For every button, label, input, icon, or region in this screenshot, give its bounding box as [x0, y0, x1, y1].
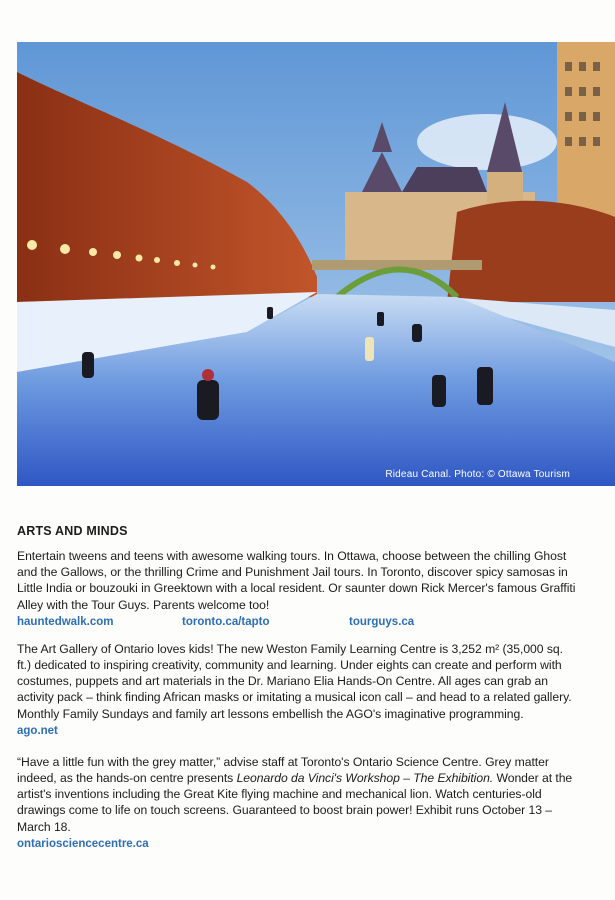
tourguys-link[interactable]: tourguys.ca: [349, 615, 415, 628]
rideau-canal-photo: [17, 42, 615, 486]
toronto-tapto-link[interactable]: toronto.ca/tapto: [182, 615, 270, 628]
science-centre-link[interactable]: ontariosciencecentre.ca: [17, 837, 149, 850]
skating-scene-illustration: [17, 42, 615, 486]
ago-paragraph: The Art Gallery of Ontario loves kids! The new Weston Family Learning Centre is 3,252 m² (35,000 sq. ft.) dedicated to inspiring creativity, community and learning. Under eights can create and perform with costumes, puppets and art materials in the Dr. Mariano Elia Hands-On Centre. All ages can grab an activity pack – think finding African masks or imitating a musical icon call – and head to a related gallery. Monthly Family Sundays and family art lessons embellish the AGO's imaginative programming.: [17, 641, 572, 721]
walking-tours-paragraph: Entertain tweens and teens with awesome walking tours. In Ottawa, choose between the chilling Ghost and the Gallows, or the thrilling Crime and Punishment Jail tours. In Toronto, discover spicy samosas in Little India or bouzouki in Greektown with a local resident. Or saunter down Rick Mercer's famous Graffiti Alley with the Tour Guys. Parents welcome too!: [17, 549, 576, 612]
science-centre-text-start: “Have a little fun with the grey matter,” advise staff at Toronto's Ontario Science Centre. Grey matter indeed, as the hands-on centre presents: [17, 754, 549, 786]
hauntedwalk-link[interactable]: hauntedwalk.com: [17, 615, 114, 628]
science-centre-text-end: Wonder at the artist's inventions including the Great Kite flying machine and mechanical lion. Watch centuries-old drawings come to life on touch screens. Guaranteed to boost brain power! Exhibit runs October 13 – March 18.: [17, 771, 573, 834]
science-centre-paragraph: [17, 754, 577, 835]
photo-caption: Rideau Canal. Photo: © Ottawa Tourism: [385, 469, 570, 480]
article-arts-and-minds: [17, 524, 577, 867]
walking-tours-links: [17, 613, 577, 631]
exhibition-title: Leonardo da Vinci's Workshop – The Exhibition.: [236, 771, 494, 786]
ago-link[interactable]: ago.net: [17, 724, 58, 737]
section-heading: ARTS AND MINDS: [17, 524, 128, 538]
